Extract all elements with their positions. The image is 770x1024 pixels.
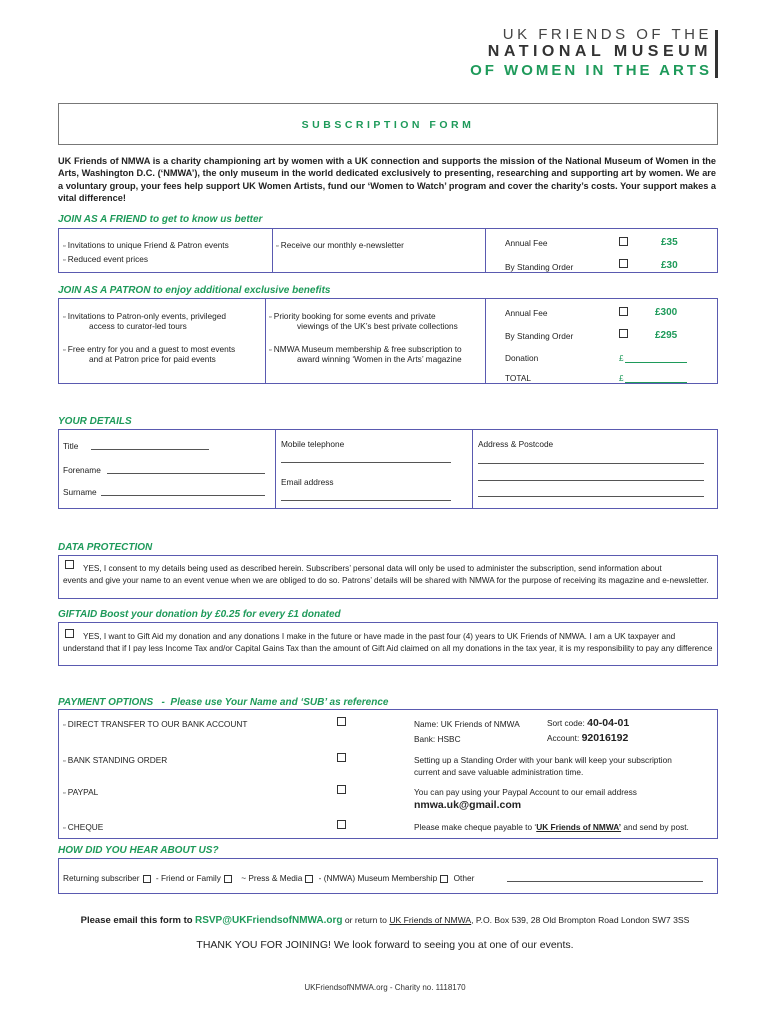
logo-line-2: NATIONAL MUSEUM	[487, 43, 712, 61]
giftaid-heading: GIFTAID Boost your donation by £0.25 for every £1 donated	[58, 609, 341, 620]
total-label: TOTAL	[505, 373, 531, 383]
friend-benefit-1: ▫ Invitations to unique Friend & Patron events	[63, 240, 229, 250]
friend-so-price: £30	[661, 260, 678, 271]
logo	[470, 26, 712, 79]
hear-heading: HOW DID YOU HEAR ABOUT US?	[58, 845, 219, 856]
payment-option-standing-order: ▫ BANK STANDING ORDER	[63, 755, 168, 765]
hear-press-checkbox[interactable]	[305, 875, 313, 883]
address-label: Address & Postcode	[478, 439, 554, 449]
patron-benefit-1: ▫ Invitations to Patron-only events, privileged	[63, 311, 226, 321]
payment-option-cheque: ▫ CHEQUE	[63, 822, 104, 832]
details-box	[58, 429, 718, 509]
mobile-field[interactable]	[281, 462, 451, 463]
total-field[interactable]	[625, 382, 687, 383]
so-text-2: current and save valuable administration time.	[414, 767, 584, 777]
patron-so-price: £295	[655, 330, 678, 341]
patron-fee-checkbox[interactable]	[619, 307, 628, 316]
friend-benefit-3: ▫ Receive our monthly e-newsletter	[276, 240, 404, 250]
paypal-email[interactable]: nmwa.uk@gmail.com	[414, 799, 522, 811]
friend-so-label: By Standing Order	[505, 262, 574, 272]
donation-field[interactable]	[625, 362, 687, 363]
patron-so-label: By Standing Order	[505, 331, 574, 341]
payment-paypal-checkbox[interactable]	[337, 785, 346, 794]
patron-benefit-1b: access to curator-led tours	[89, 321, 187, 331]
friend-box	[58, 228, 718, 273]
donation-label: Donation	[505, 353, 539, 363]
patron-box	[58, 298, 718, 384]
footer-email-line: Please email this form to RSVP@UKFriendsofNMWA.org or return to UK Friends of NMWA, P.O. Box 539, 28 Old Brompton Road London SW7 3SS	[80, 915, 690, 926]
logo-line-3: OF WOMEN IN THE ARTS	[470, 61, 712, 79]
so-text-1: Setting up a Standing Order with your bank will keep your subscription	[414, 755, 672, 765]
paypal-text: You can pay using your Paypal Account to our email address	[414, 787, 637, 797]
data-protection-heading: DATA PROTECTION	[58, 542, 153, 553]
patron-benefit-3b: viewings of the UK’s best private collections	[297, 321, 458, 331]
hear-options: Returning subscriber - Friend or Family ~ Press & Media - (NMWA) Museum Membership Other	[63, 873, 475, 883]
sort-code: Sort code: 40-04-01	[547, 717, 630, 729]
address-field-3[interactable]	[478, 496, 704, 497]
data-protection-text-rest: events and give your name to an event venue when we are obliged to do so. Patrons’ details will be shared with NMWA for the purpose of receiving its magazine and e-newsletter.	[63, 576, 709, 585]
surname-label: Surname	[63, 487, 97, 497]
payment-cheque-checkbox[interactable]	[337, 820, 346, 829]
patron-benefit-2: ▫ Free entry for you and a guest to most events	[63, 344, 236, 354]
hear-box	[58, 858, 718, 894]
address-field-2[interactable]	[478, 480, 704, 481]
payment-bank-checkbox[interactable]	[337, 717, 346, 726]
patron-fee-price: £300	[655, 307, 678, 318]
forename-label: Forename	[63, 465, 101, 475]
data-protection-checkbox[interactable]	[65, 560, 74, 569]
data-protection-box	[58, 555, 718, 599]
data-protection-text-first: YES, I consent to my details being used as described herein. Subscribers’ personal data will only be used to administer the subscription, send information about	[83, 564, 662, 573]
title-label: Title	[63, 441, 79, 451]
account-number: Account: 92016192	[547, 732, 629, 744]
payment-so-checkbox[interactable]	[337, 753, 346, 762]
cheque-text: Please make cheque payable to ‘UK Friends of NMWA’ and send by post.	[414, 822, 689, 832]
patron-fee-label: Annual Fee	[505, 308, 548, 318]
title-box	[58, 103, 718, 145]
intro-paragraph: UK Friends of NMWA is a charity championing art by women with a UK connection and supports the mission of the National Museum of Women in the Arts, Washington D.C. (‘NMWA’), the only museum in the world dedicated exclusively to presenting, researching and supporting art by women. We are a voluntary group, your fees help support UK Women Artists, fund our ‘Women to Watch’ program and cover the charity’s costs. Your support makes a vital difference!	[58, 156, 716, 204]
giftaid-box	[58, 622, 718, 666]
hear-other-field[interactable]	[507, 881, 703, 882]
giftaid-text-rest: understand that if I pay less Income Tax and/or Capital Gains Tax than the amount of Gift Aid claimed on all my donations in the tax year, it is my responsibility to pay any difference	[63, 644, 713, 653]
logo-line-1: UK FRIENDS OF THE	[502, 26, 712, 43]
bank-name: Name: UK Friends of NMWA	[414, 719, 520, 729]
logo-bar	[715, 30, 718, 78]
total-pound: £	[619, 373, 624, 383]
payment-option-bank: ▫ DIRECT TRANSFER TO OUR BANK ACCOUNT	[63, 719, 248, 729]
thank-you: THANK YOU FOR JOINING! We look forward to seeing you at one of our events.	[196, 939, 574, 951]
friend-heading: JOIN AS A FRIEND to get to know us better	[58, 214, 263, 225]
form-title: SUBSCRIPTION FORM	[301, 119, 475, 131]
details-heading: YOUR DETAILS	[58, 416, 132, 427]
patron-benefit-2b: and at Patron price for paid events	[89, 354, 216, 364]
patron-benefit-4b: award winning ‘Women in the Arts’ magazine	[297, 354, 462, 364]
charity-number: UKFriendsofNMWA.org - Charity no. 1118170	[304, 983, 466, 992]
address-field-1[interactable]	[478, 463, 704, 464]
giftaid-checkbox[interactable]	[65, 629, 74, 638]
email-field[interactable]	[281, 500, 451, 501]
friend-fee-price: £35	[661, 237, 678, 248]
surname-field[interactable]	[101, 495, 265, 496]
footer-email-link[interactable]: RSVP@UKFriendsofNMWA.org	[194, 915, 343, 926]
email-label: Email address	[281, 477, 334, 487]
bank: Bank: HSBC	[414, 734, 461, 744]
payment-option-paypal: ▫ PAYPAL	[63, 787, 99, 797]
patron-benefit-3: ▫ Priority booking for some events and private	[269, 311, 436, 321]
title-field[interactable]	[91, 449, 209, 450]
mobile-label: Mobile telephone	[281, 439, 345, 449]
hear-friend-checkbox[interactable]	[224, 875, 232, 883]
payment-box	[58, 709, 718, 839]
friend-fee-label: Annual Fee	[505, 238, 548, 248]
patron-heading: JOIN AS A PATRON to enjoy additional exclusive benefits	[58, 285, 331, 296]
giftaid-text-first: YES, I want to Gift Aid my donation and any donations I make in the future or have made in the past four (4) years to UK Friends of NMWA. I am a UK taxpayer and	[83, 632, 676, 641]
patron-so-checkbox[interactable]	[619, 329, 628, 338]
patron-benefit-4: ▫ NMWA Museum membership & free subscription to	[269, 344, 462, 354]
hear-returning-checkbox[interactable]	[143, 875, 151, 883]
hear-museum-checkbox[interactable]	[440, 875, 448, 883]
friend-fee-checkbox[interactable]	[619, 237, 628, 246]
friend-benefit-2: ▫ Reduced event prices	[63, 254, 149, 264]
payment-heading: PAYMENT OPTIONS - Please use Your Name and ‘SUB’ as reference	[58, 697, 389, 708]
donation-pound: £	[619, 353, 624, 363]
friend-so-checkbox[interactable]	[619, 259, 628, 268]
forename-field[interactable]	[107, 473, 265, 474]
